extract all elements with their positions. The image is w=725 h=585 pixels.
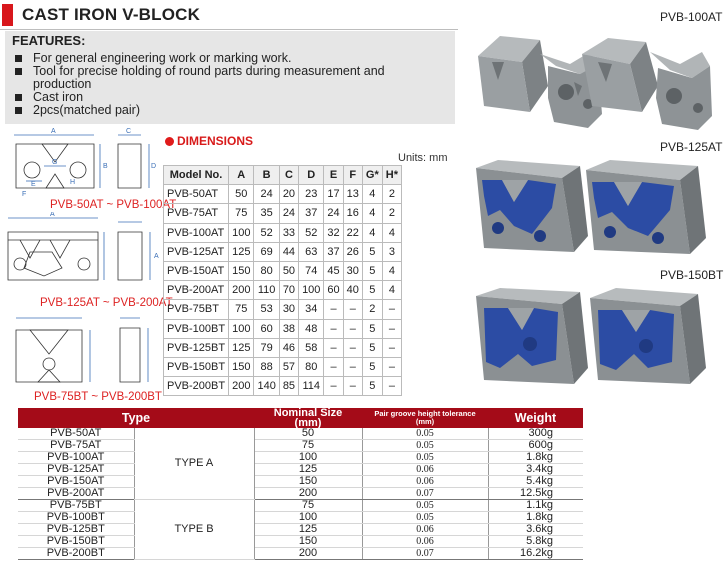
model-cell: PVB-50AT	[18, 428, 134, 440]
table-row	[164, 281, 402, 300]
table-row	[18, 536, 583, 548]
dimension-cell: –	[324, 357, 343, 376]
dimension-cell: 85	[279, 377, 298, 396]
photo-caption: PVB-100AT	[660, 10, 723, 24]
nominal-size-cell: 150	[254, 536, 362, 548]
dimension-cell: 5	[362, 319, 382, 338]
dimension-cell: 3	[382, 242, 401, 261]
table-row	[18, 452, 583, 464]
column-header: H*	[382, 166, 401, 185]
dimension-cell: 4	[382, 223, 401, 242]
product-photo-pvb-100at	[470, 26, 715, 134]
model-cell: PVB-75AT	[164, 204, 229, 223]
dim-label-h: H	[70, 179, 76, 186]
dimension-cell: 2	[362, 300, 382, 319]
dimension-cell: 5	[362, 357, 382, 376]
dimension-cell: 5	[362, 261, 382, 280]
dimension-cell: 63	[299, 242, 324, 261]
dimension-cell: 37	[299, 204, 324, 223]
table-row	[164, 204, 402, 223]
model-cell: PVB-100AT	[18, 452, 134, 464]
weight-cell: 1.1kg	[488, 500, 583, 512]
dim-label-f: F	[22, 191, 27, 198]
dimension-cell: –	[324, 377, 343, 396]
dimension-cell: 4	[382, 261, 401, 280]
dimension-cell: 22	[343, 223, 362, 242]
nominal-size-cell: 200	[254, 488, 362, 500]
dimension-cell: –	[324, 319, 343, 338]
product-photo-pvb-150bt	[470, 284, 720, 390]
column-header: G*	[362, 166, 382, 185]
nominal-size-cell: 75	[254, 500, 362, 512]
dimension-cell: –	[343, 319, 362, 338]
dimension-cell: 80	[299, 357, 324, 376]
model-cell: PVB-75BT	[164, 300, 229, 319]
model-cell: PVB-150AT	[18, 476, 134, 488]
feature-text: For general engineering work or marking work.	[33, 51, 292, 65]
model-cell: PVB-150AT	[164, 261, 229, 280]
dimension-cell: –	[343, 377, 362, 396]
nominal-size-cell: 150	[254, 476, 362, 488]
dimension-cell: –	[382, 319, 401, 338]
column-header: F	[343, 166, 362, 185]
dimension-cell: 34	[299, 300, 324, 319]
drawing-type-a-large	[2, 212, 164, 298]
dimension-cell: 4	[362, 223, 382, 242]
table-row	[18, 476, 583, 488]
dimension-cell: 69	[254, 242, 279, 261]
dimension-cell: 4	[362, 185, 382, 204]
model-cell: PVB-200BT	[18, 548, 134, 560]
dimension-cell: 5	[362, 338, 382, 357]
nominal-size-cell: 50	[254, 428, 362, 440]
dim-label-a: A	[50, 212, 55, 218]
table-row	[18, 488, 583, 500]
table-row	[164, 338, 402, 357]
dimension-cell: 50	[279, 261, 298, 280]
dimensions-heading: DIMENSIONS	[177, 134, 254, 148]
page-title: CAST IRON V-BLOCK	[22, 5, 201, 24]
dim-label-a: A	[154, 253, 159, 260]
dimension-cell: 75	[229, 204, 254, 223]
product-photo-pvb-125at	[470, 156, 720, 262]
weight-cell: 600g	[488, 440, 583, 452]
model-cell: PVB-100AT	[164, 223, 229, 242]
feature-text: 2pcs(matched pair)	[33, 103, 140, 117]
table-row	[164, 261, 402, 280]
dimension-cell: –	[382, 300, 401, 319]
column-header: Model No.	[164, 166, 229, 185]
type-cell: TYPE B	[134, 500, 254, 560]
table-row	[18, 464, 583, 476]
dimension-cell: 200	[229, 377, 254, 396]
dimension-cell: 125	[229, 338, 254, 357]
table-row	[18, 500, 583, 512]
dimension-cell: –	[324, 300, 343, 319]
dimension-cell: 13	[343, 185, 362, 204]
dimension-cell: 80	[254, 261, 279, 280]
nominal-size-cell: 100	[254, 512, 362, 524]
dimension-cell: 60	[324, 281, 343, 300]
nominal-size-cell: 125	[254, 464, 362, 476]
table-row	[164, 185, 402, 204]
nominal-size-header-line1: Nominal Size	[273, 407, 343, 419]
dimension-cell: 52	[254, 223, 279, 242]
column-header: C	[279, 166, 298, 185]
feature-text: Cast iron	[33, 90, 84, 104]
table-row	[164, 223, 402, 242]
dimension-cell: 200	[229, 281, 254, 300]
tolerance-cell: 0.05	[362, 428, 488, 440]
model-cell: PVB-100BT	[18, 512, 134, 524]
bullet-square-icon	[15, 107, 22, 114]
dimension-cell: 37	[324, 242, 343, 261]
tolerance-cell: 0.06	[362, 536, 488, 548]
dimension-cell: –	[382, 338, 401, 357]
title-underline	[0, 29, 458, 30]
tolerance-header-line1: Pair groove height tolerance	[374, 409, 476, 418]
dimension-cell: 75	[229, 300, 254, 319]
tolerance-cell: 0.07	[362, 548, 488, 560]
dimension-cell: 44	[279, 242, 298, 261]
dimension-cell: 40	[343, 281, 362, 300]
table-row	[164, 377, 402, 396]
dimension-cell: –	[382, 357, 401, 376]
weight-header: Weight	[488, 408, 583, 428]
weight-table	[18, 408, 583, 560]
dimension-cell: 20	[279, 185, 298, 204]
column-header: B	[254, 166, 279, 185]
dimension-cell: 88	[254, 357, 279, 376]
dimension-cell: 125	[229, 242, 254, 261]
dimension-cell: 50	[229, 185, 254, 204]
drawing-caption: PVB-75BT ~ PVB-200BT	[34, 391, 162, 403]
dimension-cell: 5	[362, 242, 382, 261]
dimension-cell: 38	[279, 319, 298, 338]
tolerance-cell: 0.06	[362, 524, 488, 536]
dimension-cell: 46	[279, 338, 298, 357]
dimension-cell: 2	[382, 204, 401, 223]
table-row	[164, 300, 402, 319]
tolerance-cell: 0.05	[362, 440, 488, 452]
dimension-cell: –	[382, 377, 401, 396]
dimension-cell: 24	[279, 204, 298, 223]
dimension-cell: 100	[229, 319, 254, 338]
dimension-cell: 5	[362, 377, 382, 396]
table-row	[18, 548, 583, 560]
dimension-cell: 53	[254, 300, 279, 319]
tolerance-cell: 0.05	[362, 452, 488, 464]
dim-label-g: G	[52, 159, 58, 166]
dimension-cell: –	[343, 338, 362, 357]
dimension-cell: 150	[229, 261, 254, 280]
dimension-cell: 35	[254, 204, 279, 223]
bullet-square-icon	[15, 68, 22, 75]
dimension-cell: 5	[362, 281, 382, 300]
model-cell: PVB-125BT	[164, 338, 229, 357]
model-cell: PVB-100BT	[164, 319, 229, 338]
weight-cell: 16.2kg	[488, 548, 583, 560]
dimensions-table	[163, 165, 402, 396]
table-row	[18, 428, 583, 440]
model-cell: PVB-75AT	[18, 440, 134, 452]
weight-cell: 12.5kg	[488, 488, 583, 500]
dimension-cell: 58	[299, 338, 324, 357]
dimension-cell: 48	[299, 319, 324, 338]
dim-label-b: B	[103, 163, 108, 170]
units-label: Units: mm	[398, 152, 448, 164]
dimension-cell: 57	[279, 357, 298, 376]
features-heading: FEATURES:	[12, 33, 86, 48]
dimension-cell: 100	[229, 223, 254, 242]
drawing-caption: PVB-50AT ~ PVB-100AT	[50, 199, 177, 211]
dimensions-bullet-icon	[165, 137, 174, 146]
tolerance-header	[362, 408, 488, 428]
column-header: A	[229, 166, 254, 185]
nominal-size-cell: 125	[254, 524, 362, 536]
type-header: Type	[18, 408, 254, 428]
tolerance-header-line2: (mm)	[415, 417, 435, 426]
dimension-cell: 16	[343, 204, 362, 223]
dimension-cell: 30	[279, 300, 298, 319]
nominal-size-header-line2: (mm)	[294, 417, 322, 429]
dimension-cell: 23	[299, 185, 324, 204]
title-accent-bar	[2, 4, 13, 26]
table-row	[18, 512, 583, 524]
dimension-cell: 110	[254, 281, 279, 300]
dimension-cell: 150	[229, 357, 254, 376]
dimension-cell: 4	[382, 281, 401, 300]
dimension-cell: –	[324, 338, 343, 357]
tolerance-cell: 0.05	[362, 512, 488, 524]
dimension-cell: 17	[324, 185, 343, 204]
dimension-cell: 45	[324, 261, 343, 280]
model-cell: PVB-200AT	[18, 488, 134, 500]
dimension-cell: –	[343, 300, 362, 319]
weight-cell: 5.4kg	[488, 476, 583, 488]
bullet-square-icon	[15, 55, 22, 62]
dimension-cell: 114	[299, 377, 324, 396]
model-cell: PVB-150BT	[164, 357, 229, 376]
dimension-cell: 74	[299, 261, 324, 280]
dim-label-e: E	[31, 181, 36, 188]
dimension-cell: 79	[254, 338, 279, 357]
drawing-caption: PVB-125AT ~ PVB-200AT	[40, 297, 173, 309]
nominal-size-cell: 200	[254, 548, 362, 560]
nominal-size-header	[254, 408, 362, 428]
dimension-cell: 100	[299, 281, 324, 300]
model-cell: PVB-125BT	[18, 524, 134, 536]
dimension-cell: 33	[279, 223, 298, 242]
table-row	[164, 319, 402, 338]
dimension-cell: 30	[343, 261, 362, 280]
dimension-cell: 52	[299, 223, 324, 242]
drawing-type-b	[4, 308, 164, 392]
dimension-cell: 32	[324, 223, 343, 242]
weight-cell: 300g	[488, 428, 583, 440]
dimension-cell: –	[343, 357, 362, 376]
bullet-square-icon	[15, 94, 22, 101]
model-cell: PVB-125AT	[164, 242, 229, 261]
weight-cell: 5.8kg	[488, 536, 583, 548]
table-row	[164, 242, 402, 261]
photo-caption: PVB-150BT	[660, 268, 724, 282]
table-header-row	[164, 166, 402, 185]
nominal-size-cell: 75	[254, 440, 362, 452]
column-header: D	[299, 166, 324, 185]
model-cell: PVB-200AT	[164, 281, 229, 300]
weight-cell: 1.8kg	[488, 452, 583, 464]
photo-caption: PVB-125AT	[660, 140, 723, 154]
model-cell: PVB-125AT	[18, 464, 134, 476]
column-header: E	[324, 166, 343, 185]
dimension-cell: 60	[254, 319, 279, 338]
nominal-size-cell: 100	[254, 452, 362, 464]
table-row	[18, 524, 583, 536]
weight-cell: 1.8kg	[488, 512, 583, 524]
dim-label-d: D	[151, 163, 157, 170]
table-row	[18, 440, 583, 452]
drawing-type-a-small	[4, 126, 164, 210]
model-cell: PVB-200BT	[164, 377, 229, 396]
dimension-cell: 26	[343, 242, 362, 261]
weight-cell: 3.6kg	[488, 524, 583, 536]
tolerance-cell: 0.06	[362, 476, 488, 488]
dim-label-a: A	[51, 128, 56, 135]
tolerance-cell: 0.07	[362, 488, 488, 500]
tolerance-cell: 0.05	[362, 500, 488, 512]
model-cell: PVB-75BT	[18, 500, 134, 512]
tolerance-cell: 0.06	[362, 464, 488, 476]
dimension-cell: 2	[382, 185, 401, 204]
model-cell: PVB-150BT	[18, 536, 134, 548]
table-header-row	[18, 408, 583, 428]
dimension-cell: 140	[254, 377, 279, 396]
dimension-cell: 4	[362, 204, 382, 223]
weight-cell: 3.4kg	[488, 464, 583, 476]
model-cell: PVB-50AT	[164, 185, 229, 204]
dimension-cell: 24	[254, 185, 279, 204]
feature-text: Tool for precise holding of round parts during measurement and production	[33, 64, 385, 91]
table-row	[164, 357, 402, 376]
type-cell: TYPE A	[134, 428, 254, 500]
dimension-cell: 70	[279, 281, 298, 300]
dimension-cell: 24	[324, 204, 343, 223]
dim-label-c: C	[126, 128, 132, 135]
